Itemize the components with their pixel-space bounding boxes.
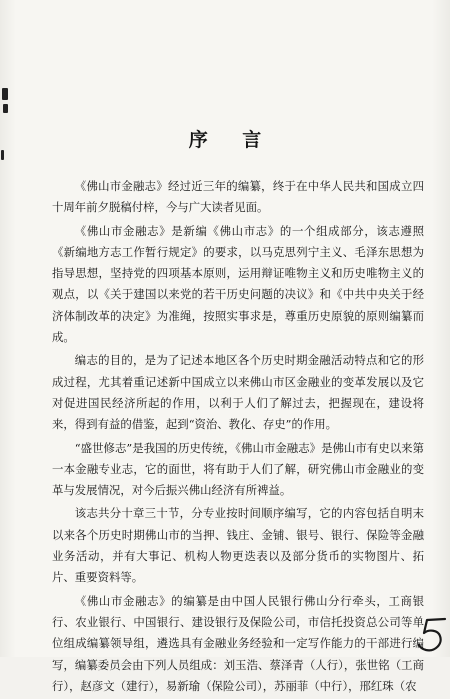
paragraph: 《佛山市金融志》经过近三年的编纂，终于在中华人民共和国成立四十周年前夕脱稿付梓，今与广大读者见面。	[52, 179, 424, 215]
paragraph: 《佛山市金融志》是新编《佛山市志》的一个组成部分，该志遵照《新编地方志工作暂行规定》的要求，以马克思列宁主义、毛泽东思想为指导思想，坚持党的四项基本原则，运用辩证唯物主义和历史唯物主义的观点，以《关于建国以来党的若干历史问题的决议》和《中共中央关于经济体制改革的决定》为准绳，按照实事求是，尊重历史原貌的原则编纂而成。	[52, 223, 424, 345]
page-title: 序 言	[188, 129, 276, 151]
scan-edge-mark	[2, 88, 8, 100]
handwritten-page-number	[414, 614, 450, 656]
preface-body	[52, 176, 424, 699]
paragraph: 该志共分十章三十节，分专业按时间顺序编写，它的内容包括自明末以来各个历史时期佛山市的当押、钱庄、金铺、银号、银行、保险等金融业务活动，并有大事记、机构人物更迭表以及部分货币的实物图片、拓片、重要资料等。	[52, 506, 424, 585]
paragraph: 《佛山市金融志》的编纂是由中国人民银行佛山分行牵头，工商银行、农业银行、中国银行、建设银行及保险公司，市信托投资总公司等单位组成编纂领导组，遴选具有金融业务经验和一定写作能力的干部进行编写，编纂委员会由下列人员组成：刘玉浩、蔡泽青（人行），张世铭（工商行），赵彦文（建行），易新瑜（保险公司），苏丽菲（中行），邢红珠（农	[52, 593, 424, 693]
paragraph: 编志的目的，是为了记述本地区各个历史时期金融活动特点和它的形成过程，尤其着重记述新中国成立以来佛山市区金融业的变革发展以及它对促进国民经济所起的作用，以利于人们了解过去，把握现在，建设将来，得到有益的借鉴，起到“资治、教化、存史”的作用。	[52, 353, 424, 432]
paragraph: “盛世修志”是我国的历史传统，《佛山市金融志》是佛山市有史以来第一本金融专业志，它的面世，将有助于人们了解，研究佛山市金融业的变革与发展情况，对今后振兴佛山经济有所裨益。	[52, 440, 424, 498]
scan-edge-mark	[3, 104, 8, 113]
